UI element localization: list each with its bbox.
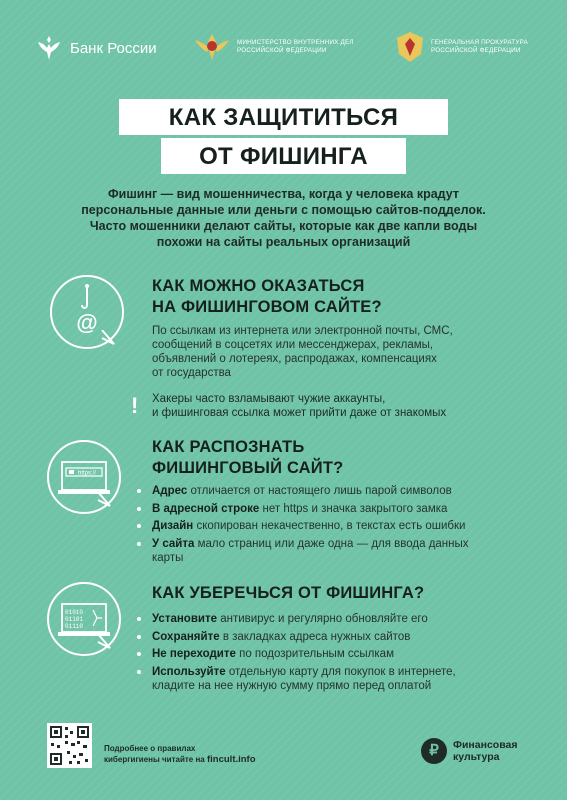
ruble-icon: ₽ [421,738,447,764]
svg-text:@: @ [76,310,98,335]
prosecutor-name: ГЕНЕРАЛЬНАЯ ПРОКУРАТУРА РОССИЙСКОЙ ФЕДЕРАЦИИ [431,39,528,54]
mvd-logo [193,30,354,64]
section3-heading: КАК УБЕРЕЧЬСЯ ОТ ФИШИНГА? [152,584,425,602]
svg-text:01101: 01101 [65,616,84,623]
bank-of-russia-logo [36,34,157,62]
header-logos [0,30,567,70]
section3-bullets [134,612,456,696]
list-item: Не переходите по подозрительным ссылкам [134,647,456,661]
page-title-line2: ОТ ФИШИНГА [199,143,368,170]
financial-culture-logo: ₽ Финансовая культура [421,738,517,764]
bank-name: Банк России [70,39,157,57]
list-item: Дизайн скопирован некачественно, в текстах есть ошибки [134,519,469,533]
list-item: Установите антивирус и регулярно обновляйте его [134,612,456,626]
intro-text: Фишинг — вид мошенничества, когда у человека крадут персональные данные или деньги с помощью сайтов-подделок. Часто мошенники делают сайты, которые как две капли воды похожи на сайты реальных организаций [81,187,486,249]
section2-heading: КАК РАСПОЗНАТЬ ФИШИНГОВЫЙ САЙТ? [152,438,344,477]
url-bar-text: https:// [78,470,97,477]
mvd-name: МИНИСТЕРСТВО ВНУТРЕННИХ ДЕЛ РОССИЙСКОЙ ФЕДЕРАЦИИ [237,39,354,54]
eagle-icon [36,34,62,62]
fincult-link[interactable]: fincult.info [206,754,256,765]
svg-text:01110: 01110 [65,623,84,630]
page-title-line1: КАК ЗАЩИТИТЬСЯ [168,104,399,131]
qr-code-icon [47,723,92,768]
section1-heading: КАК МОЖНО ОКАЗАТЬСЯ НА ФИШИНГОВОМ САЙТЕ? [152,277,382,316]
mvd-emblem-icon [193,30,231,64]
section2-bullets [134,484,469,568]
list-item: Используйте отдельную карту для покупок в интернете, кладите на нее нужную сумму прямо перед оплатой [134,665,456,693]
svg-text:01010: 01010 [65,609,84,616]
title-box-bottom [161,138,406,174]
list-item: В адресной строке нет https и значка закрытого замка [134,502,469,516]
section1-bubble-tail [100,330,116,346]
section3-bubble-tail [96,634,112,650]
footer-text: Подробнее о правилах кибергигиены читайте на fincult.info [104,744,256,765]
section2-bubble-tail [96,492,112,508]
prosecutor-emblem-icon [395,30,425,64]
warning-text: Хакеры часто взламывают чужие аккаунты, и фишинговая ссылка может прийти даже от знакомых [152,393,447,419]
qr-code[interactable] [47,723,92,768]
title-box-top [119,99,448,135]
list-item: Сохраняйте в закладках адреса нужных сайтов [134,630,456,644]
section1-text: По ссылкам из интернета или электронной почты, СМС, сообщений в соцсетях или мессенджерах, рекламы, объявлений о лотереях, распродажах, компенсациях от государства [152,325,453,379]
warning-mark: ! [131,393,139,418]
prosecutor-logo [395,30,528,64]
list-item: У сайта мало страниц или даже одна — для ввода данных карты [134,537,469,565]
list-item: Адрес отличается от настоящего лишь парой символов [134,484,469,498]
